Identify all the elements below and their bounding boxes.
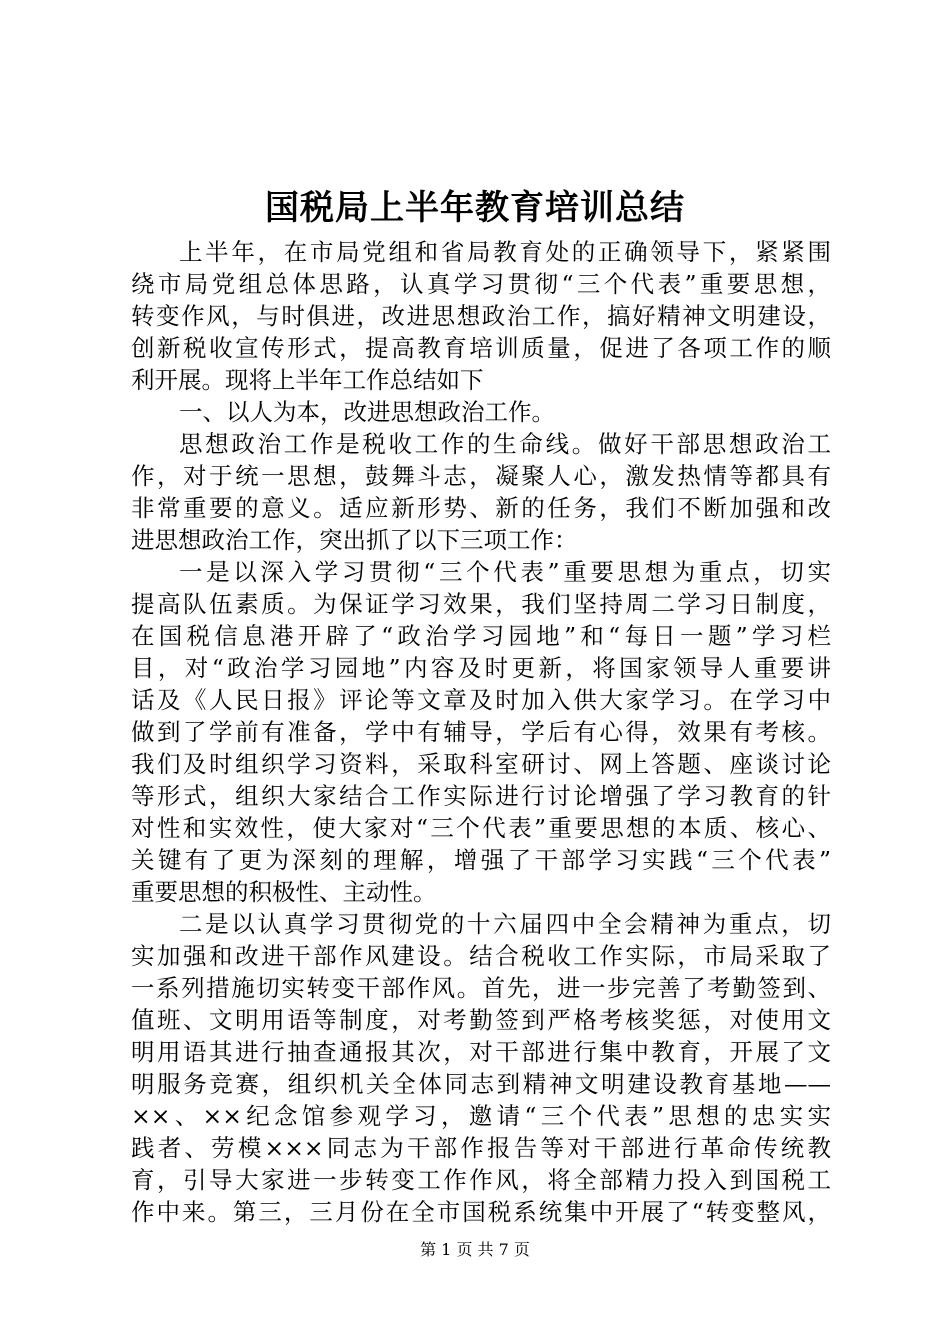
body-line: ××、××纪念馆参观学习，邀请“三个代表”思想的忠实实 <box>131 1102 831 1130</box>
body-line: 等形式，组织大家结合工作实际进行讨论增强了学习教育的针 <box>131 782 831 810</box>
body-line: 做到了学前有准备，学中有辅导，学后有心得，效果有考核。 <box>131 718 831 746</box>
page-number-footer: 第 1 页 共 7 页 <box>420 1240 530 1259</box>
document-body <box>131 236 831 1228</box>
body-line: 作，对于统一思想，鼓舞斗志，凝聚人心，激发热情等都具有 <box>131 462 831 490</box>
body-line: 一是以深入学习贯彻“三个代表”重要思想为重点，切实 <box>179 558 831 586</box>
body-line: 提高队伍素质。为保证学习效果，我们坚持周二学习日制度， <box>131 590 831 618</box>
body-line: 转变作风，与时俱进，改进思想政治工作，搞好精神文明建设， <box>131 302 831 330</box>
body-line: 非常重要的意义。适应新形势、新的任务，我们不断加强和改 <box>131 494 831 522</box>
body-line: 创新税收宣传形式，提高教育培训质量，促进了各项工作的顺 <box>131 334 831 362</box>
body-line: 值班、文明用语等制度，对考勤签到严格考核奖惩，对使用文 <box>131 1006 831 1034</box>
body-line: 绕市局党组总体思路，认真学习贯彻“三个代表”重要思想， <box>131 270 831 298</box>
body-line: 明用语其进行抽查通报其次，对干部进行集中教育，开展了文 <box>131 1038 831 1066</box>
document-title: 国税局上半年教育培训总结 <box>265 188 685 228</box>
body-line: 对性和实效性，使大家对“三个代表”重要思想的本质、核心、 <box>131 814 831 842</box>
body-line: 作中来。第三，三月份在全市国税系统集中开展了“转变整风， <box>131 1198 831 1226</box>
body-line: 一、以人为本，改进思想政治工作。 <box>179 398 555 426</box>
body-line: 践者、劳模×××同志为干部作报告等对干部进行革命传统教 <box>131 1134 831 1162</box>
body-line: 上半年，在市局党组和省局教育处的正确领导下，紧紧围 <box>179 238 831 266</box>
body-line: 我们及时组织学习资料，采取科室研讨、网上答题、座谈讨论 <box>131 750 831 778</box>
body-line: 明服务竞赛，组织机关全体同志到精神文明建设教育基地—— <box>131 1070 831 1098</box>
body-line: 育，引导大家进一步转变工作作风，将全部精力投入到国税工 <box>131 1166 831 1194</box>
body-line: 二是以认真学习贯彻党的十六届四中全会精神为重点，切 <box>179 910 831 938</box>
body-line: 一系列措施切实转变干部作风。首先，进一步完善了考勤签到、 <box>131 974 831 1002</box>
body-line: 重要思想的积极性、主动性。 <box>131 878 437 906</box>
body-line: 话及《人民日报》评论等文章及时加入供大家学习。在学习中 <box>131 686 831 714</box>
body-line: 利开展。现将上半年工作总结如下 <box>131 366 484 394</box>
body-line: 进思想政治工作，突出抓了以下三项工作： <box>131 526 578 554</box>
body-line: 在国税信息港开辟了“政治学习园地”和“每日一题”学习栏 <box>131 622 831 650</box>
body-line: 目，对“政治学习园地”内容及时更新，将国家领导人重要讲 <box>131 654 831 682</box>
body-line: 实加强和改进干部作风建设。结合税收工作实际，市局采取了 <box>131 942 831 970</box>
body-line: 思想政治工作是税收工作的生命线。做好干部思想政治工 <box>179 430 831 458</box>
body-line: 关键有了更为深刻的理解，增强了干部学习实践“三个代表” <box>131 846 831 874</box>
